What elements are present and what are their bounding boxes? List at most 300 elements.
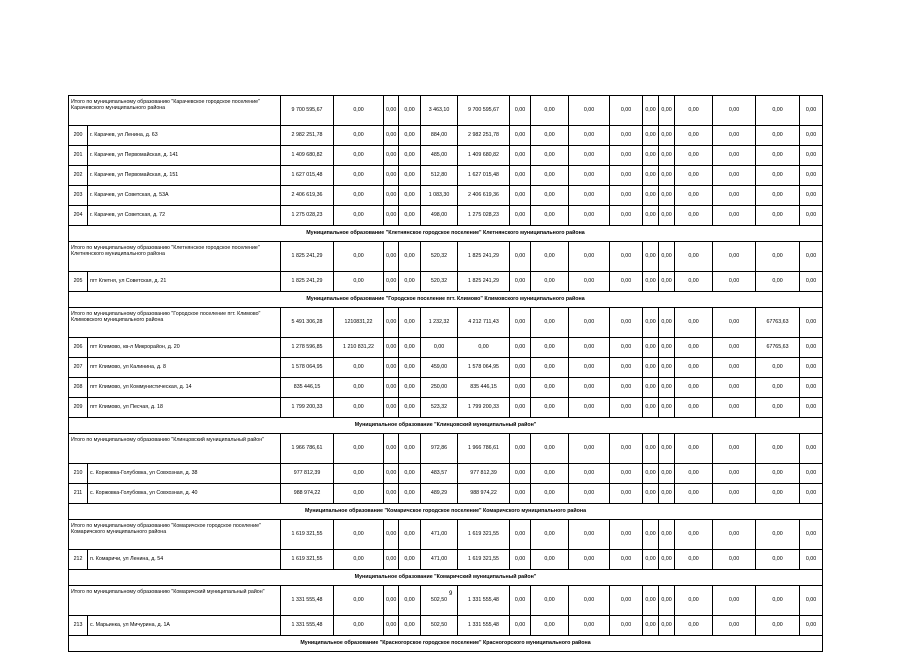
- value-cell: 0,00: [510, 434, 531, 464]
- value-cell: 0,00: [675, 308, 713, 338]
- value-cell: 0,00: [510, 126, 531, 146]
- value-cell: 0,00: [569, 464, 610, 484]
- value-cell: 1 331 555,48: [458, 586, 510, 616]
- value-cell: 0,00: [510, 186, 531, 206]
- value-cell: 0,00: [800, 338, 823, 358]
- value-cell: 0,00: [510, 520, 531, 550]
- total-row: [69, 520, 823, 550]
- section-title: Муниципальное образование "Городское поселение пгт. Климово" Климовского муниципального района: [69, 292, 823, 308]
- value-cell: 0,00: [510, 586, 531, 616]
- value-cell: 0,00: [643, 398, 659, 418]
- row-number: 206: [69, 338, 88, 358]
- value-cell: 0,00: [384, 550, 399, 570]
- value-cell: 0,00: [643, 434, 659, 464]
- address-cell: г. Карачев, ул Первомайская, д. 141: [88, 146, 281, 166]
- value-cell: 0,00: [569, 96, 610, 126]
- value-cell: 1 799 200,33: [458, 398, 510, 418]
- value-cell: 0,00: [675, 550, 713, 570]
- total-label: Итого по муниципальному образованию "Клетнянское городское поселение" Клетнянского муниципального района: [69, 242, 281, 272]
- address-cell: пгт Климово, кв-л Микрорайон, д. 20: [88, 338, 281, 358]
- table-row: [69, 272, 823, 292]
- value-cell: 0,00: [384, 126, 399, 146]
- value-cell: 1 825 241,29: [281, 272, 334, 292]
- value-cell: 0,00: [610, 338, 643, 358]
- value-cell: 0,00: [675, 166, 713, 186]
- value-cell: 489,29: [421, 484, 458, 504]
- value-cell: 0,00: [384, 378, 399, 398]
- value-cell: 0,00: [713, 308, 756, 338]
- table-row: [69, 550, 823, 570]
- value-cell: 0,00: [384, 484, 399, 504]
- address-cell: пгт Климово, ул Песчая, д. 18: [88, 398, 281, 418]
- value-cell: 1 232,32: [421, 308, 458, 338]
- value-cell: 0,00: [659, 166, 675, 186]
- value-cell: 0,00: [610, 242, 643, 272]
- value-cell: 0,00: [713, 378, 756, 398]
- value-cell: 0,00: [531, 586, 569, 616]
- value-cell: 0,00: [610, 206, 643, 226]
- value-cell: 0,00: [643, 550, 659, 570]
- value-cell: 0,00: [531, 126, 569, 146]
- value-cell: 0,00: [384, 464, 399, 484]
- value-cell: 1 619 321,55: [281, 520, 334, 550]
- value-cell: 0,00: [610, 308, 643, 338]
- value-cell: 0,00: [531, 272, 569, 292]
- value-cell: 0,00: [675, 398, 713, 418]
- value-cell: 2 982 251,78: [458, 126, 510, 146]
- value-cell: 0,00: [675, 520, 713, 550]
- value-cell: 0,00: [510, 484, 531, 504]
- value-cell: 0,00: [659, 338, 675, 358]
- value-cell: 0,00: [531, 378, 569, 398]
- value-cell: 1 627 015,48: [458, 166, 510, 186]
- value-cell: 0,00: [756, 358, 800, 378]
- value-cell: 0,00: [531, 520, 569, 550]
- value-cell: 0,00: [399, 464, 421, 484]
- value-cell: 0,00: [399, 166, 421, 186]
- value-cell: 9 700 595,67: [281, 96, 334, 126]
- value-cell: 0,00: [800, 434, 823, 464]
- value-cell: 0,00: [384, 338, 399, 358]
- value-cell: 0,00: [713, 434, 756, 464]
- value-cell: 471,00: [421, 520, 458, 550]
- value-cell: 0,00: [334, 206, 384, 226]
- value-cell: 1 966 786,61: [281, 434, 334, 464]
- value-cell: 0,00: [399, 206, 421, 226]
- value-cell: 2 982 251,78: [281, 126, 334, 146]
- value-cell: 0,00: [675, 96, 713, 126]
- value-cell: 0,00: [569, 358, 610, 378]
- value-cell: 0,00: [384, 616, 399, 636]
- value-cell: 0,00: [531, 616, 569, 636]
- value-cell: 0,00: [384, 206, 399, 226]
- table-row: [69, 484, 823, 504]
- value-cell: 0,00: [531, 242, 569, 272]
- value-cell: 0,00: [610, 146, 643, 166]
- value-cell: 0,00: [659, 520, 675, 550]
- value-cell: 0,00: [384, 586, 399, 616]
- value-cell: 1 799 200,33: [281, 398, 334, 418]
- value-cell: 1 275 028,23: [458, 206, 510, 226]
- value-cell: 0,00: [384, 520, 399, 550]
- value-cell: 0,00: [510, 464, 531, 484]
- value-cell: 0,00: [675, 272, 713, 292]
- value-cell: 0,00: [800, 484, 823, 504]
- value-cell: 502,50: [421, 586, 458, 616]
- value-cell: 1 275 028,23: [281, 206, 334, 226]
- value-cell: 0,00: [675, 186, 713, 206]
- value-cell: 0,00: [531, 96, 569, 126]
- value-cell: 0,00: [800, 520, 823, 550]
- row-number: 208: [69, 378, 88, 398]
- value-cell: 0,00: [569, 520, 610, 550]
- value-cell: 502,50: [421, 616, 458, 636]
- value-cell: 0,00: [399, 96, 421, 126]
- value-cell: 0,00: [569, 186, 610, 206]
- value-cell: 0,00: [643, 464, 659, 484]
- value-cell: 0,00: [643, 272, 659, 292]
- value-cell: 0,00: [334, 242, 384, 272]
- value-cell: 0,00: [713, 338, 756, 358]
- value-cell: 0,00: [384, 242, 399, 272]
- value-cell: 0,00: [510, 616, 531, 636]
- address-cell: с. Коржовка-Голубовка, ул Совхозная, д. 40: [88, 484, 281, 504]
- value-cell: 3 463,10: [421, 96, 458, 126]
- value-cell: 9 700 595,67: [458, 96, 510, 126]
- value-cell: 0,00: [659, 358, 675, 378]
- value-cell: 0,00: [569, 484, 610, 504]
- total-row: [69, 434, 823, 464]
- value-cell: 0,00: [610, 484, 643, 504]
- value-cell: 0,00: [756, 616, 800, 636]
- value-cell: 0,00: [531, 206, 569, 226]
- value-cell: 1 825 241,29: [458, 242, 510, 272]
- value-cell: 0,00: [399, 378, 421, 398]
- value-cell: 0,00: [399, 242, 421, 272]
- value-cell: 0,00: [713, 126, 756, 146]
- value-cell: 0,00: [334, 550, 384, 570]
- value-cell: 0,00: [531, 550, 569, 570]
- total-row: [69, 586, 823, 616]
- value-cell: 835 446,15: [458, 378, 510, 398]
- value-cell: 0,00: [756, 464, 800, 484]
- value-cell: 0,00: [531, 464, 569, 484]
- value-cell: 0,00: [384, 434, 399, 464]
- row-number: 212: [69, 550, 88, 570]
- value-cell: 0,00: [399, 186, 421, 206]
- section-header-row: [69, 292, 823, 308]
- value-cell: 835 446,15: [281, 378, 334, 398]
- value-cell: 520,32: [421, 242, 458, 272]
- value-cell: 0,00: [384, 358, 399, 378]
- value-cell: 0,00: [510, 242, 531, 272]
- value-cell: 0,00: [675, 126, 713, 146]
- value-cell: 0,00: [569, 616, 610, 636]
- value-cell: 0,00: [610, 358, 643, 378]
- value-cell: 0,00: [399, 586, 421, 616]
- value-cell: 1 278 596,85: [281, 338, 334, 358]
- total-label: Итого по муниципальному образованию "Комаричский муниципальный район": [69, 586, 281, 616]
- value-cell: 0,00: [643, 520, 659, 550]
- section-header-row: [69, 636, 823, 652]
- value-cell: 0,00: [713, 520, 756, 550]
- value-cell: 0,00: [384, 146, 399, 166]
- table-row: [69, 338, 823, 358]
- value-cell: 0,00: [510, 338, 531, 358]
- value-cell: 0,00: [643, 378, 659, 398]
- value-cell: 0,00: [334, 96, 384, 126]
- value-cell: 0,00: [399, 146, 421, 166]
- value-cell: 1 210 831,22: [334, 338, 384, 358]
- value-cell: 0,00: [800, 96, 823, 126]
- section-title: Муниципальное образование "Комаричский муниципальный район": [69, 570, 823, 586]
- value-cell: 0,00: [384, 398, 399, 418]
- section-title: Муниципальное образование "Клинцовский муниципальный район": [69, 418, 823, 434]
- value-cell: 0,00: [756, 586, 800, 616]
- value-cell: 0,00: [643, 126, 659, 146]
- value-cell: 0,00: [531, 146, 569, 166]
- row-number: 205: [69, 272, 88, 292]
- value-cell: 483,57: [421, 464, 458, 484]
- value-cell: 884,00: [421, 126, 458, 146]
- value-cell: 485,00: [421, 146, 458, 166]
- value-cell: 0,00: [713, 398, 756, 418]
- value-cell: 0,00: [643, 166, 659, 186]
- address-cell: пгт Климово, ул Калинина, д. 8: [88, 358, 281, 378]
- value-cell: 0,00: [610, 166, 643, 186]
- value-cell: 0,00: [610, 272, 643, 292]
- total-label: Итого по муниципальному образованию "Городское поселение пгт. Климово" Климовского муниципального района: [69, 308, 281, 338]
- value-cell: 0,00: [384, 308, 399, 338]
- value-cell: 0,00: [531, 358, 569, 378]
- value-cell: 0,00: [610, 96, 643, 126]
- value-cell: 0,00: [458, 338, 510, 358]
- value-cell: 0,00: [659, 146, 675, 166]
- row-number: 209: [69, 398, 88, 418]
- value-cell: 0,00: [531, 186, 569, 206]
- section-header-row: [69, 418, 823, 434]
- value-cell: 0,00: [643, 616, 659, 636]
- value-cell: 1 619 321,55: [281, 550, 334, 570]
- value-cell: 0,00: [334, 378, 384, 398]
- section-title: Муниципальное образование "Красногорское городское поселение" Красногорского муниципального района: [69, 636, 823, 652]
- value-cell: 0,00: [334, 616, 384, 636]
- value-cell: 0,00: [800, 308, 823, 338]
- value-cell: 0,00: [334, 146, 384, 166]
- value-cell: 0,00: [510, 166, 531, 186]
- section-title: Муниципальное образование "Комаричское городское поселение" Комаричского муниципального района: [69, 504, 823, 520]
- value-cell: 0,00: [756, 96, 800, 126]
- value-cell: 0,00: [510, 378, 531, 398]
- value-cell: 0,00: [399, 434, 421, 464]
- table-row: [69, 378, 823, 398]
- value-cell: 0,00: [334, 464, 384, 484]
- value-cell: 0,00: [659, 378, 675, 398]
- table-row: [69, 186, 823, 206]
- value-cell: 0,00: [756, 378, 800, 398]
- value-cell: 0,00: [756, 434, 800, 464]
- value-cell: 0,00: [510, 358, 531, 378]
- value-cell: 523,32: [421, 398, 458, 418]
- value-cell: 0,00: [334, 126, 384, 146]
- value-cell: 0,00: [334, 434, 384, 464]
- value-cell: 0,00: [510, 550, 531, 570]
- row-number: 210: [69, 464, 88, 484]
- value-cell: 0,00: [756, 484, 800, 504]
- value-cell: 0,00: [800, 186, 823, 206]
- value-cell: 0,00: [610, 464, 643, 484]
- row-number: 202: [69, 166, 88, 186]
- value-cell: 0,00: [659, 186, 675, 206]
- value-cell: 0,00: [659, 398, 675, 418]
- value-cell: 0,00: [384, 166, 399, 186]
- value-cell: 0,00: [569, 206, 610, 226]
- value-cell: 0,00: [713, 272, 756, 292]
- value-cell: 0,00: [659, 96, 675, 126]
- value-cell: 1 409 680,82: [458, 146, 510, 166]
- value-cell: 1 619 321,55: [458, 520, 510, 550]
- address-cell: г. Карачев, ул Советская, д. 72: [88, 206, 281, 226]
- value-cell: 0,00: [643, 186, 659, 206]
- value-cell: 0,00: [643, 358, 659, 378]
- value-cell: 2 406 619,36: [281, 186, 334, 206]
- value-cell: 0,00: [531, 166, 569, 186]
- value-cell: 0,00: [569, 586, 610, 616]
- value-cell: 512,80: [421, 166, 458, 186]
- value-cell: 0,00: [510, 398, 531, 418]
- value-cell: 0,00: [569, 550, 610, 570]
- value-cell: 5 491 306,28: [281, 308, 334, 338]
- value-cell: 0,00: [399, 272, 421, 292]
- value-cell: 0,00: [610, 434, 643, 464]
- value-cell: 0,00: [643, 96, 659, 126]
- value-cell: 0,00: [675, 358, 713, 378]
- value-cell: 0,00: [399, 616, 421, 636]
- value-cell: 0,00: [531, 434, 569, 464]
- value-cell: 0,00: [800, 166, 823, 186]
- table-row: [69, 166, 823, 186]
- value-cell: 0,00: [675, 242, 713, 272]
- address-cell: пгт Климово, ул Коммунистическая, д. 14: [88, 378, 281, 398]
- row-number: 207: [69, 358, 88, 378]
- value-cell: 0,00: [569, 146, 610, 166]
- value-cell: 0,00: [510, 96, 531, 126]
- value-cell: 0,00: [800, 272, 823, 292]
- value-cell: 0,00: [334, 166, 384, 186]
- value-cell: 0,00: [421, 338, 458, 358]
- value-cell: 0,00: [569, 272, 610, 292]
- value-cell: 0,00: [384, 96, 399, 126]
- value-cell: 0,00: [713, 96, 756, 126]
- value-cell: 977 812,39: [281, 464, 334, 484]
- value-cell: 0,00: [569, 308, 610, 338]
- value-cell: 0,00: [610, 586, 643, 616]
- value-cell: 0,00: [675, 464, 713, 484]
- value-cell: 0,00: [800, 398, 823, 418]
- value-cell: 0,00: [713, 146, 756, 166]
- value-cell: 0,00: [800, 358, 823, 378]
- value-cell: 0,00: [531, 398, 569, 418]
- value-cell: 67763,63: [756, 308, 800, 338]
- value-cell: 4 212 711,43: [458, 308, 510, 338]
- total-row: [69, 242, 823, 272]
- value-cell: 498,00: [421, 206, 458, 226]
- value-cell: 0,00: [756, 186, 800, 206]
- value-cell: 459,00: [421, 358, 458, 378]
- table-row: [69, 398, 823, 418]
- row-number: 200: [69, 126, 88, 146]
- value-cell: 1 331 555,48: [281, 586, 334, 616]
- total-row: [69, 308, 823, 338]
- section-header-row: [69, 570, 823, 586]
- address-cell: с. Коржовка-Голубовка, ул Совхозная, д. 38: [88, 464, 281, 484]
- value-cell: 0,00: [569, 398, 610, 418]
- value-cell: 1 619 321,55: [458, 550, 510, 570]
- value-cell: 0,00: [800, 242, 823, 272]
- value-cell: 977 812,39: [458, 464, 510, 484]
- value-cell: 0,00: [399, 308, 421, 338]
- value-cell: 0,00: [713, 358, 756, 378]
- value-cell: 0,00: [675, 378, 713, 398]
- data-table: [68, 95, 823, 652]
- value-cell: 0,00: [800, 550, 823, 570]
- value-cell: 988 974,22: [281, 484, 334, 504]
- value-cell: 0,00: [800, 464, 823, 484]
- value-cell: 0,00: [643, 206, 659, 226]
- value-cell: 972,86: [421, 434, 458, 464]
- value-cell: 0,00: [800, 206, 823, 226]
- value-cell: 0,00: [510, 146, 531, 166]
- value-cell: 0,00: [334, 186, 384, 206]
- value-cell: 0,00: [675, 586, 713, 616]
- address-cell: г. Карачев, ул Первомайская, д. 151: [88, 166, 281, 186]
- address-cell: г. Карачев, ул Ленина, д. 63: [88, 126, 281, 146]
- value-cell: 520,32: [421, 272, 458, 292]
- value-cell: 1 825 241,29: [281, 242, 334, 272]
- value-cell: 0,00: [659, 126, 675, 146]
- value-cell: 471,00: [421, 550, 458, 570]
- value-cell: 1 966 786,61: [458, 434, 510, 464]
- value-cell: 0,00: [334, 358, 384, 378]
- value-cell: 0,00: [756, 126, 800, 146]
- table-row: [69, 126, 823, 146]
- value-cell: 0,00: [569, 126, 610, 146]
- value-cell: 1 627 015,48: [281, 166, 334, 186]
- value-cell: 0,00: [713, 166, 756, 186]
- value-cell: 0,00: [569, 166, 610, 186]
- section-header-row: [69, 504, 823, 520]
- row-number: 211: [69, 484, 88, 504]
- value-cell: 0,00: [610, 520, 643, 550]
- value-cell: 0,00: [643, 484, 659, 504]
- value-cell: 0,00: [659, 434, 675, 464]
- value-cell: 0,00: [399, 520, 421, 550]
- value-cell: 0,00: [713, 586, 756, 616]
- total-label: Итого по муниципальному образованию "Карачевское городское поселение" Карачевского муниципального района: [69, 96, 281, 126]
- value-cell: 0,00: [756, 272, 800, 292]
- address-cell: п. Комаричи, ул Ленина, д. 54: [88, 550, 281, 570]
- value-cell: 0,00: [610, 616, 643, 636]
- value-cell: 0,00: [643, 338, 659, 358]
- table-row: [69, 146, 823, 166]
- value-cell: 0,00: [384, 272, 399, 292]
- value-cell: 0,00: [756, 206, 800, 226]
- table-row: [69, 464, 823, 484]
- table-row: [69, 616, 823, 636]
- value-cell: 0,00: [713, 186, 756, 206]
- value-cell: 0,00: [713, 550, 756, 570]
- address-cell: г. Карачев, ул Советская, д. 53А: [88, 186, 281, 206]
